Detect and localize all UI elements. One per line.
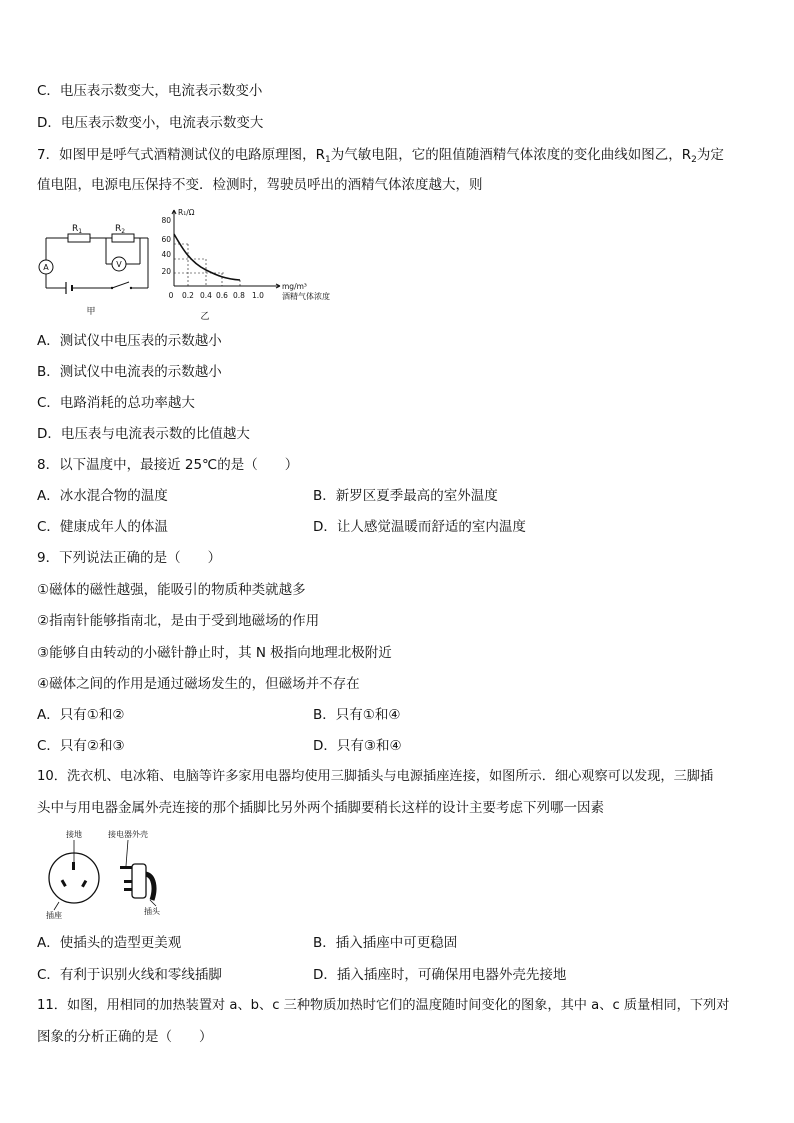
q7-option-b: B．测试仪中电流表的示数越小 [37, 364, 222, 380]
q10-stem-line1: 10．洗衣机、电冰箱、电脑等许多家用电器均使用三脚插头与电源插座连接，如图所示．细心观察可以发现，三脚插 [37, 769, 714, 784]
q7-option-a: A．测试仪中电压表的示数越小 [37, 333, 222, 349]
q9-statement-4: ④磁体之间的作用是通过磁场发生的，但磁场并不存在 [37, 676, 360, 692]
y-tick: 80 [161, 216, 171, 225]
r2-label: $R_2$ [115, 224, 126, 235]
q6-option-d: D．电压表示数变小，电流表示数变大 [37, 115, 264, 131]
plug-icon [120, 864, 154, 900]
label-case: 接电器外壳 [108, 830, 148, 839]
q9-stem: 9．下列说法正确的是（ ） [37, 550, 222, 566]
q9-option-b: B．只有①和④ [313, 707, 401, 723]
q11-stem-line2: 图象的分析正确的是（ ） [37, 1029, 213, 1045]
label-ground: 接地 [66, 830, 82, 839]
q10-plug-socket-figure [44, 826, 174, 922]
graph-y-label: R₁/Ω [178, 208, 195, 217]
y-tick: 20 [161, 267, 171, 276]
x-tick: 1.0 [252, 291, 264, 300]
q7-stem-line1: 7．如图甲是呼气式酒精测试仪的电路原理图，$R_1$为气敏电阻，它的阻值随酒精气体浓度的变化曲线如图乙，$R_2$为定 [37, 147, 724, 165]
voltmeter-label: V [116, 260, 122, 269]
x-tick: 0.2 [182, 291, 194, 300]
resistor-r1 [68, 234, 90, 242]
y-tick: 60 [161, 235, 171, 244]
q10-stem-line2: 头中与用电器金属外壳连接的那个插脚比另外两个插脚要稍长这样的设计主要考虑下列哪一因素 [37, 800, 604, 816]
y-tick: 40 [161, 250, 171, 259]
q10-option-d: D．插入插座时，可确保用电器外壳先接地 [313, 967, 567, 983]
q8-option-b: B．新罗区夏季最高的室外温度 [313, 488, 498, 504]
q9-option-a: A．只有①和② [37, 707, 125, 723]
x-tick: 0.8 [233, 291, 245, 300]
ammeter-label: A [43, 263, 49, 272]
x-tick: 0.4 [200, 291, 212, 300]
x-tick: 0.6 [216, 291, 228, 300]
q9-option-c: C．只有②和③ [37, 738, 125, 754]
q7-option-c: C．电路消耗的总功率越大 [37, 395, 195, 411]
q10-option-c: C．有利于识别火线和零线插脚 [37, 967, 222, 983]
q9-statement-2: ②指南针能够指南北，是由于受到地磁场的作用 [37, 613, 320, 629]
q8-option-d: D．让人感觉温暖而舒适的室内温度 [313, 519, 526, 535]
label-socket: 插座 [46, 911, 62, 920]
label-plug: 插头 [144, 907, 160, 916]
q11-stem-line1: 11．如图，用相同的加热装置对 a、b、c 三种物质加热时它们的温度随时间变化的图象，其中 a、c 质量相同，下列对 [37, 998, 730, 1013]
q6-option-c: C．电压表示数变大，电流表示数变小 [37, 83, 263, 99]
q8-option-c: C．健康成年人的体温 [37, 519, 168, 535]
r1-label: $R_1$ [72, 224, 83, 235]
x-tick: 0 [168, 291, 174, 300]
resistor-r2 [112, 234, 134, 242]
q8-option-a: A．冰水混合物的温度 [37, 488, 168, 504]
q9-statement-1: ①磁体的磁性越强，能吸引的物质种类就越多 [37, 582, 306, 598]
graph-caption: 乙 [200, 312, 210, 322]
q7-resistance-graph [160, 204, 345, 324]
q10-option-b: B．插入插座中可更稳固 [313, 935, 458, 951]
graph-x-label: 酒精气体浓度 [282, 292, 330, 301]
q7-circuit-diagram [36, 218, 158, 318]
q7-option-d: D．电压表与电流表示数的比值越大 [37, 426, 250, 442]
q9-statement-3: ③能够自由转动的小磁针静止时，其 N 极指向地理北极附近 [37, 645, 392, 661]
q9-option-d: D．只有③和④ [313, 738, 402, 754]
q8-stem: 8．以下温度中，最接近 25℃的是（ ） [37, 457, 299, 473]
graph-x-unit: mg/m³ [282, 282, 307, 291]
q10-option-a: A．使插头的造型更美观 [37, 935, 182, 951]
circuit-caption: 甲 [86, 307, 96, 317]
q7-stem-line2: 值电阻，电源电压保持不变．检测时，驾驶员呼出的酒精气体浓度越大，则 [37, 177, 483, 193]
